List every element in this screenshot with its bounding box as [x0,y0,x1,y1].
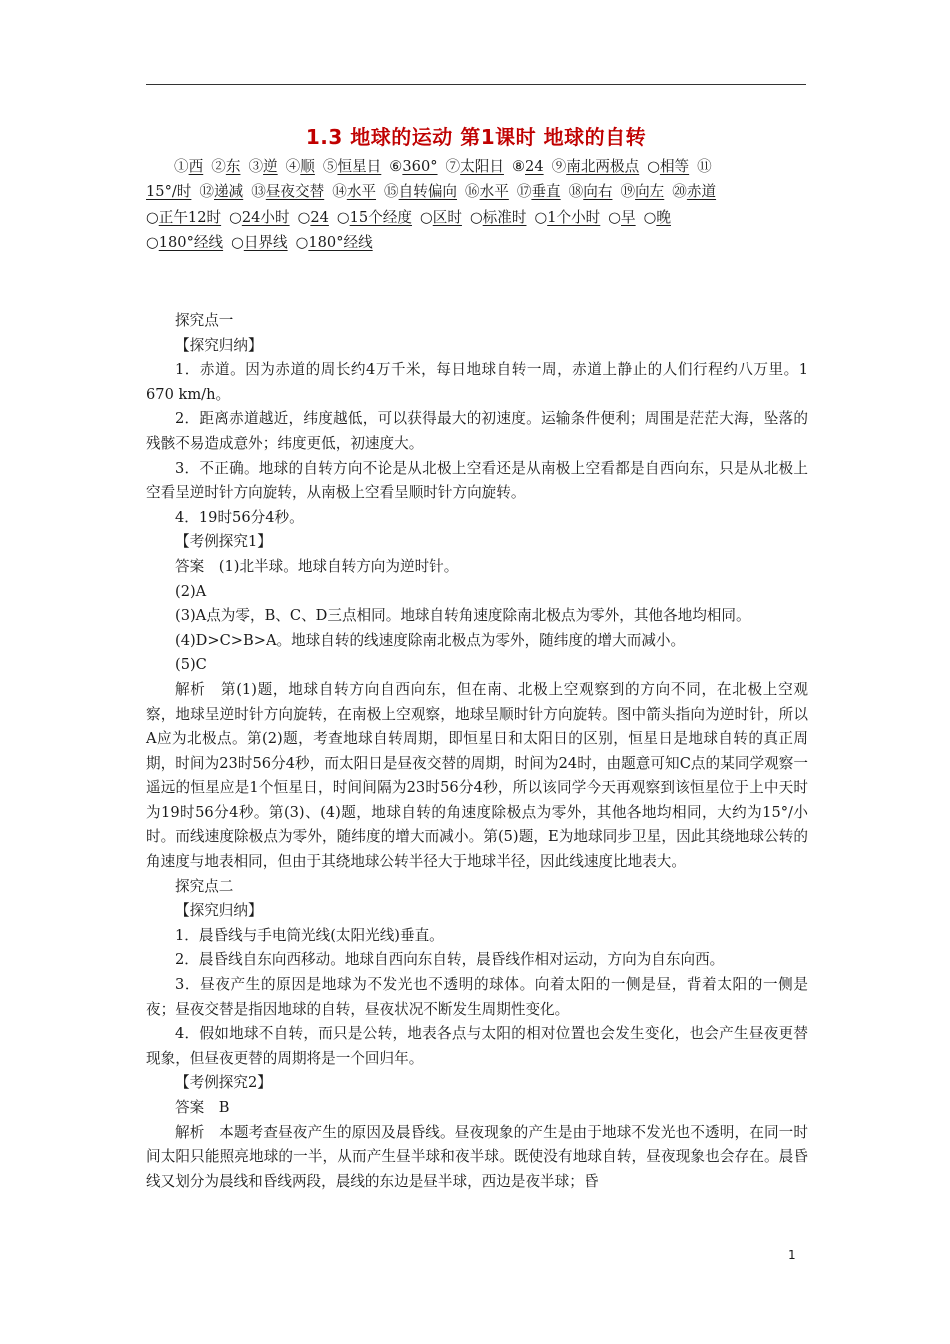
answer-item [384,183,457,200]
paragraph: (2)A [175,582,207,600]
answer-item [211,158,240,175]
paragraph: 2．距离赤道越近，纬度越低，可以获得最大的初速度。运输条件便利；周围是茫茫大海，坠落的残骸不易造成意外；纬度更低，初速度大。 [146,410,808,452]
answer-item [146,209,221,226]
answer-value: 15个经度 [349,208,412,226]
answer-item [146,234,223,251]
paragraph: 答案 B [175,1099,230,1116]
answer-item [446,158,504,175]
paragraph: 解析 本题考查昼夜产生的原因及晨昏线。昼夜现象的产生是由于地球不发光也不透明，在同一时间太阳只能照亮地球的一半，从而产生昼半球和夜半球。既使没有地球自转，昼夜现象也会存在。晨昏线又划分为晨线和昏线两段，晨线的东边是昼半球，西边是夜半球；昏 [146,1123,808,1190]
answer-value: 水平 [479,183,509,201]
document-body [146,309,808,1194]
paragraph: (5)C [175,656,207,674]
answer-item [672,183,716,200]
answer-value: 区时 [432,208,462,226]
answer-value: 向左 [635,183,665,201]
answer-number: ○ [295,234,309,252]
answer-number: ④ [285,158,301,175]
answer-value: 水平 [346,183,377,201]
paragraph: (4)D>C>B>A。地球自转的线速度除南北极点为零外，随纬度的增大而减小。 [175,631,686,649]
answer-number: ○ [420,208,433,226]
answer-item [296,234,373,251]
answer-item [512,158,544,175]
answer-value: 相等 [659,158,690,175]
answer-item [552,158,640,175]
answer-item [298,209,329,226]
answer-item [231,234,288,251]
answer-value: 24 [310,208,329,226]
answer-number: ⑮ [384,183,399,201]
answer-item [534,209,600,226]
header-rule [146,84,806,85]
page-title: 1.3 地球的运动 第1课时 地球的自转 [305,125,647,149]
answer-item [697,158,712,175]
answer-value: 15°/时 [146,183,192,201]
answer-line [146,179,808,204]
paragraph: 答案 (1)北半球。地球自转方向为逆时针。 [175,557,459,575]
answer-item [420,209,462,226]
answer-number: ⑳ [672,183,687,201]
paragraph: 1．晨昏线与手电筒光线(太阳光线)垂直。 [175,926,444,944]
answer-value: 180°经线 [158,234,224,252]
paragraph: 探究点一 [175,312,234,329]
answer-number: ○ [336,208,350,226]
paragraph: 1．赤道。因为赤道的周长约4万千米，每日地球自转一周，赤道上静止的人们行程约八万里。1 670 km/h。 [146,361,808,403]
answer-value: 恒星日 [337,158,382,175]
answer-number: ⑥ [389,158,403,175]
answer-number: ③ [248,158,264,175]
answer-number: ○ [297,208,311,226]
answer-item [465,183,509,200]
answer-number: ○ [469,208,483,226]
answer-item [569,183,613,200]
answer-item [337,209,412,226]
answer-number: ○ [146,234,159,252]
paragraph: 探究点二 [175,877,234,895]
answer-value: 标准时 [482,208,527,226]
answer-value: 垂直 [531,183,561,201]
answer-number: ⑬ [251,183,266,201]
answer-number: ○ [231,234,244,252]
answer-value: 逆 [263,158,278,175]
answer-value: 南北两极点 [566,158,640,175]
answer-number: ⑨ [551,158,567,175]
answer-value: 昼夜交替 [265,183,325,201]
answer-item [644,209,671,226]
answer-value: 自转偏向 [398,183,458,201]
answer-value: 赤道 [686,183,717,201]
answer-item [146,183,191,200]
paragraph: 【考例探究2】 [175,1074,272,1092]
answer-value: 递减 [214,183,244,201]
answer-key [146,154,808,256]
paragraph: 解析 第(1)题，地球自转方向自西向东，但在南、北极上空观察到的方向不同，在北极上空观察，地球呈逆时针方向旋转，在南极上空观察，地球呈顺时针方向旋转。图中箭头指向为逆时针，所以A应为北极点。第(2)题，考查地球自转周期，即恒星日和太阳日的区别，恒星日是地球自转的真正周期，时间为23时56分4秒，而太阳日是昼夜交替的周期，时间为24时，由题意可知C点的某同学观察一遥远的恒星应是1个恒星日，时间间隔为23时56分4秒，所以该同学今天再观察到该恒星位于上中天时为19时56分4秒。第(3)、(4)题，地球自转的角速度除极点为零外，其他各地均相同，大约为15°/小时。而线速度除极点为零外，随纬度的增大而减小。第(5)题，E为地球同步卫星，因此其绕地球公转的角速度与地表相同，但由于其绕地球公转半径大于地球半径，因此线速度比地表大。 [146,680,808,871]
answer-item [517,183,561,200]
answer-number: ○ [146,208,159,226]
answer-item [248,158,277,175]
answer-item [251,183,324,200]
answer-item [323,158,381,175]
answer-line [146,205,808,230]
answer-line [146,154,808,179]
answer-value: 太阳日 [460,158,504,175]
page-number: 1 [788,1248,796,1262]
answer-value: 24 [525,158,544,175]
answer-value: 顺 [300,158,315,175]
answer-number: ○ [608,208,622,226]
answer-value: 360° [402,158,438,175]
answer-item [286,158,315,175]
paragraph: 2．晨昏线自东向西移动。地球自西向东自转，晨昏线作相对运动，方向为自东向西。 [175,951,725,969]
answer-number: ⑯ [465,183,480,201]
answer-value: 西 [188,158,204,175]
answer-item [332,183,376,200]
answer-item [389,158,437,175]
paragraph: 【考例探究1】 [175,533,272,551]
answer-number: ⑲ [620,183,636,201]
paragraph: 3．昼夜产生的原因是地球为不发光也不透明的球体。向着太阳的一侧是昼，背着太阳的一侧是夜；昼夜交替是指因地球的自转，昼夜状况不断发生周期性变化。 [146,976,808,1018]
answer-value: 日界线 [243,234,288,252]
answer-number: ⑫ [199,183,214,201]
answer-item [620,183,664,200]
answer-number: ○ [643,208,657,226]
answer-line [146,230,808,255]
answer-value: 向右 [583,183,613,201]
answer-value: 24小时 [241,208,290,226]
answer-number: ⑪ [697,158,712,175]
answer-item [647,158,689,175]
answer-number: ○ [647,158,660,175]
answer-value: 晚 [656,208,671,226]
answer-item [199,183,243,200]
answer-value: 早 [621,208,636,226]
paragraph: 4．假如地球不自转，而只是公转，地表各点与太阳的相对位置也会发生变化，也会产生昼夜更替现象，但昼夜更替的周期将是一个回归年。 [146,1025,808,1067]
paragraph: 3．不正确。地球的自转方向不论是从北极上空看还是从南极上空看都是自西向东，只是从北极上空看呈逆时针方向旋转，从南极上空看呈顺时针方向旋转。 [146,459,808,502]
answer-number: ② [211,158,226,175]
answer-value: 正午12时 [158,208,222,226]
answer-value: 东 [225,158,241,175]
answer-number: ○ [229,208,242,226]
answer-item [174,158,203,175]
answer-number: ⑧ [511,158,526,175]
answer-number: ⑭ [332,183,347,201]
answer-number: ⑦ [445,158,461,175]
paragraph: (3)A点为零，B、C、D三点相同。地球自转角速度除南北极点为零外，其他各地均相同。 [175,607,751,625]
paragraph: 【探究归纳】 [175,336,263,354]
answer-number: ⑱ [568,183,584,201]
answer-number: ⑰ [516,183,532,201]
answer-number: ① [174,158,189,175]
paragraph: 【探究归纳】 [175,902,263,920]
answer-item [229,209,290,226]
answer-number: ⑤ [322,158,338,175]
answer-item [470,209,527,226]
paragraph: 4．19时56分4秒。 [175,508,304,526]
answer-item [608,209,635,226]
answer-value: 180°经线 [308,234,373,252]
answer-number: ○ [534,208,548,226]
answer-value: 1个小时 [547,208,601,226]
